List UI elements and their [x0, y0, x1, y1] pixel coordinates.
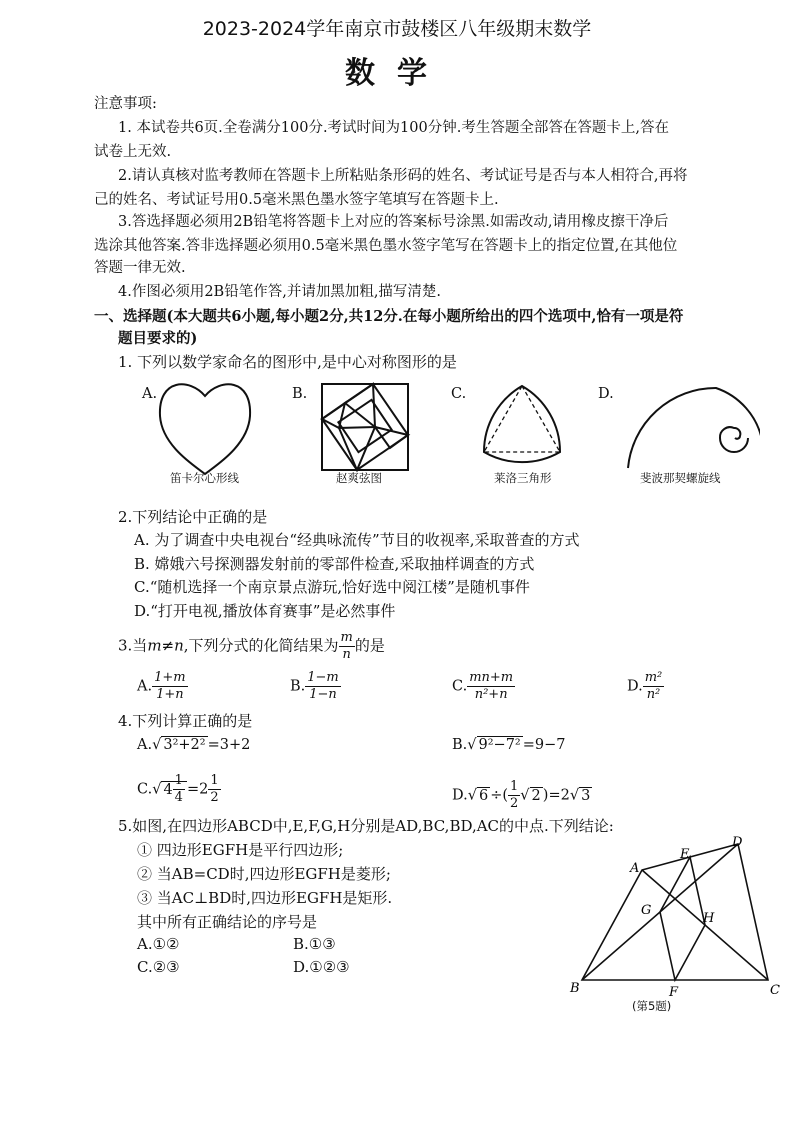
zhao-shuang-figure — [322, 384, 408, 470]
q1-caption-c: 莱洛三角形 — [494, 471, 552, 485]
q5-conclusion-3: ③ 当AC⊥BD时,四边形EGFH是矩形. — [137, 889, 393, 907]
q1-figures — [150, 378, 760, 480]
q3-condition: m≠n — [147, 636, 184, 655]
q3-option-d: D. $\frac{\text{m²}}{\text{n²}}$ — [627, 670, 663, 702]
q1-stem: 1. 下列以数学家命名的图形中,是中心对称图形的是 — [118, 353, 457, 371]
q5-option-a: A.①② — [137, 935, 180, 953]
q5-option-c: C.②③ — [137, 958, 180, 976]
notice-item2-line2: 己的姓名、考试证号用0.5毫米黑色墨水签字笔填写在答题卡上. — [94, 192, 499, 208]
q1-caption-b: 赵爽弦图 — [336, 471, 382, 485]
q5-conclusion-2: ② 当AB=CD时,四边形EGFH是菱形; — [137, 865, 391, 883]
cardioid-figure — [160, 384, 250, 474]
point-h-label: H — [703, 911, 715, 926]
q5-figure-caption: (第5题) — [632, 999, 672, 1013]
q5-option-b: B.①③ — [293, 935, 336, 953]
q1-label-a: A. — [142, 386, 158, 402]
q5-stem: 5.如图,在四边形ABCD中,E,F,G,H分别是AD,BC,BD,AC的中点.下列结论: — [118, 817, 614, 835]
q3-option-a: A. $\frac{1+m}{1+n}$ — [137, 670, 186, 702]
notice-item4: 4.作图必须用2B铅笔作答,并请加黑加粗,描写清楚. — [118, 284, 442, 300]
reuleaux-figure — [484, 386, 560, 462]
point-f-label: F — [669, 985, 679, 1000]
q1-label-d: D. — [598, 386, 614, 402]
q3-stem: 3.当m≠n,下列分式的化简结果为 $\frac{m}{n}$ 的是 — [118, 630, 385, 662]
q5-option-d: D.①②③ — [293, 958, 350, 976]
q1-label-c: C. — [451, 386, 467, 402]
q4-stem: 4.下列计算正确的是 — [118, 712, 253, 730]
notice-item2-line1: 2.请认真核对监考教师在答题卡上所粘贴条形码的姓名、考试证号是否与本人相符合,再将 — [118, 168, 688, 184]
section1-heading-line1: 一、选择题(本大题共6小题,每小题2分,共12分.在每小题所给出的四个选项中,恰有一项是符 — [94, 308, 684, 325]
q4-option-b: B.√ 9²−7² =9−7 — [452, 737, 566, 753]
q1-caption-a: 笛卡尔心形线 — [170, 471, 239, 485]
point-c-label: C — [770, 983, 780, 998]
point-a-label: A — [630, 861, 640, 876]
section1-heading-line2: 题目要求的) — [118, 330, 198, 347]
q3-option-b: B. $\frac{1-m}{1-n}$ — [290, 670, 339, 702]
point-d-label: D — [732, 835, 743, 850]
point-b-label: B — [570, 981, 580, 996]
notice-title: 注意事项: — [94, 96, 157, 112]
q2-option-b: B. 嫦娥六号探测器发射前的零部件检查,采取抽样调查的方式 — [134, 555, 535, 573]
q5-conclusion-1: ① 四边形EGFH是平行四边形; — [137, 841, 344, 859]
q5-quadrilateral-figure — [560, 830, 794, 1000]
q1-label-b: B. — [292, 386, 308, 402]
notice-item3-line1: 3.答选择题必须用2B铅笔将答题卡上对应的答案标号涂黑.如需改动,请用橡皮擦干净后 — [118, 214, 669, 230]
point-g-label: G — [641, 903, 652, 918]
q2-option-d: D.“打开电视,播放体育赛事”是必然事件 — [134, 602, 396, 620]
fibonacci-spiral-figure — [628, 388, 760, 468]
q1-caption-d: 斐波那契螺旋线 — [640, 471, 721, 485]
point-e-label: E — [680, 847, 690, 862]
q2-option-a: A. 为了调查中央电视台“经典咏流传”节目的收视率,采取普查的方式 — [134, 531, 580, 549]
notice-item1-line1: 1. 本试卷共6页.全卷满分100分.考试时间为100分钟.考生答题全部答在答题卡上,答在 — [118, 120, 669, 136]
q4-option-c: C.√ 4 $\frac{1}{4}$ =2 $\frac{1}{2}$ — [137, 773, 219, 805]
notice-item3-line2: 选涂其他答案.答非选择题必须用0.5毫米黑色墨水签字笔写在答题卡上的指定位置,在其他位 — [94, 238, 678, 254]
q5-question: 其中所有正确结论的序号是 — [137, 913, 318, 931]
q2-stem: 2.下列结论中正确的是 — [118, 508, 268, 526]
q4-option-a: A.√ 3²+2² =3+2 — [137, 737, 251, 753]
q2-option-c: C.“随机选择一个南京景点游玩,恰好选中阅江楼”是随机事件 — [134, 578, 530, 596]
q3-option-c: C. $\frac{mn+m}{\text{n²+n}}$ — [452, 670, 514, 702]
notice-item3-line3: 答题一律无效. — [94, 260, 186, 276]
q4-option-d: D.√ 6 ÷( $\frac{1}{2}$ √ 2 )=2√ 3 — [452, 779, 591, 811]
exam-title: 2023-2024学年南京市鼓楼区八年级期末数学 — [202, 18, 592, 40]
q3-target-fraction: $\frac{m}{n}$ — [340, 630, 353, 662]
notice-item1-line2: 试卷上无效. — [94, 144, 172, 160]
subject-title: 数学 — [345, 56, 449, 91]
